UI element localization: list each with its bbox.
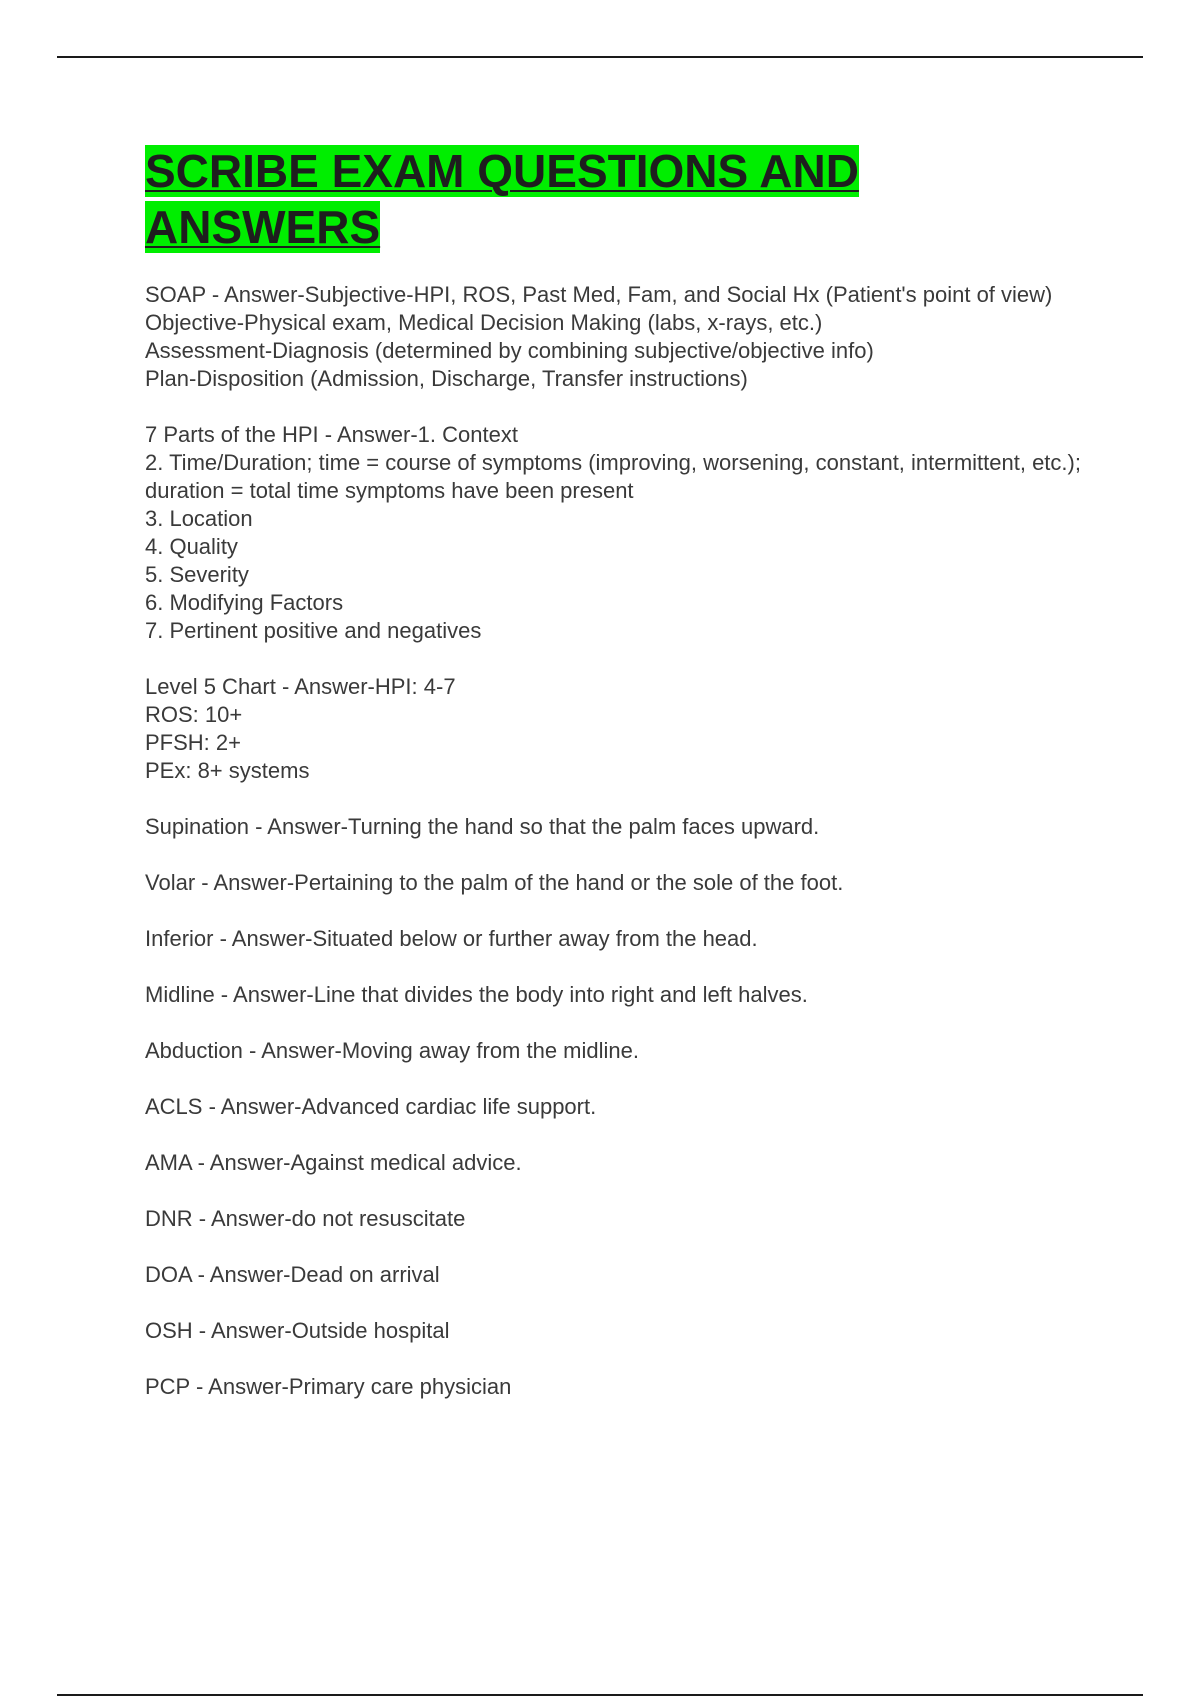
document-body — [145, 143, 1090, 1429]
entry-line: Midline - Answer-Line that divides the body into right and left halves. — [145, 982, 808, 1007]
entry-line: ROS: 10+ — [145, 702, 243, 727]
header-rule — [57, 56, 1143, 58]
entry-line: Abduction - Answer-Moving away from the midline. — [145, 1038, 639, 1063]
entry-line: Objective-Physical exam, Medical Decision Making (labs, x-rays, etc.) — [145, 310, 823, 335]
entry-line: PCP - Answer-Primary care physician — [145, 1374, 512, 1399]
qa-entry-pcp — [145, 1373, 1090, 1401]
qa-entry-dnr — [145, 1205, 1090, 1233]
qa-entry-midline — [145, 981, 1090, 1009]
entry-line: 5. Severity — [145, 562, 249, 587]
entry-line: 7. Pertinent positive and negatives — [145, 618, 482, 643]
footer-rule — [57, 1694, 1143, 1696]
entry-line: ACLS - Answer-Advanced cardiac life support. — [145, 1094, 597, 1119]
qa-entry-soap — [145, 281, 1090, 393]
entry-line: PEx: 8+ systems — [145, 758, 310, 783]
qa-entry-hpi-parts — [145, 421, 1090, 645]
entry-line: 6. Modifying Factors — [145, 590, 344, 615]
qa-entry-inferior — [145, 925, 1090, 953]
entry-line: DOA - Answer-Dead on arrival — [145, 1262, 440, 1287]
entry-line: Supination - Answer-Turning the hand so that the palm faces upward. — [145, 814, 820, 839]
qa-entry-acls — [145, 1093, 1090, 1121]
entry-line: PFSH: 2+ — [145, 730, 241, 755]
title-highlight: SCRIBE EXAM QUESTIONS AND ANSWERS — [145, 145, 859, 253]
qa-entry-osh — [145, 1317, 1090, 1345]
entry-line: Assessment-Diagnosis (determined by combining subjective/objective info) — [145, 338, 874, 363]
entry-line: AMA - Answer-Against medical advice. — [145, 1150, 522, 1175]
entry-line: 3. Location — [145, 506, 253, 531]
entry-line: 2. Time/Duration; time = course of symptoms (improving, worsening, constant, intermittent, etc.); duration = total time symptoms have been present — [145, 450, 1081, 503]
entry-line: DNR - Answer-do not resuscitate — [145, 1206, 466, 1231]
entry-line: Level 5 Chart - Answer-HPI: 4-7 — [145, 674, 456, 699]
qa-entry-supination — [145, 813, 1090, 841]
qa-entry-ama — [145, 1149, 1090, 1177]
document-title — [145, 143, 1090, 255]
qa-entry-doa — [145, 1261, 1090, 1289]
qa-entry-level5-chart — [145, 673, 1090, 785]
entry-line: Volar - Answer-Pertaining to the palm of the hand or the sole of the foot. — [145, 870, 844, 895]
entry-line: 4. Quality — [145, 534, 238, 559]
entry-line: Inferior - Answer-Situated below or further away from the head. — [145, 926, 758, 951]
qa-entry-volar — [145, 869, 1090, 897]
entry-line: Plan-Disposition (Admission, Discharge, Transfer instructions) — [145, 366, 748, 391]
entry-line: OSH - Answer-Outside hospital — [145, 1318, 450, 1343]
entry-line: SOAP - Answer-Subjective-HPI, ROS, Past Med, Fam, and Social Hx (Patient's point of view) — [145, 282, 1053, 307]
entry-line: 7 Parts of the HPI - Answer-1. Context — [145, 422, 518, 447]
qa-entry-abduction — [145, 1037, 1090, 1065]
